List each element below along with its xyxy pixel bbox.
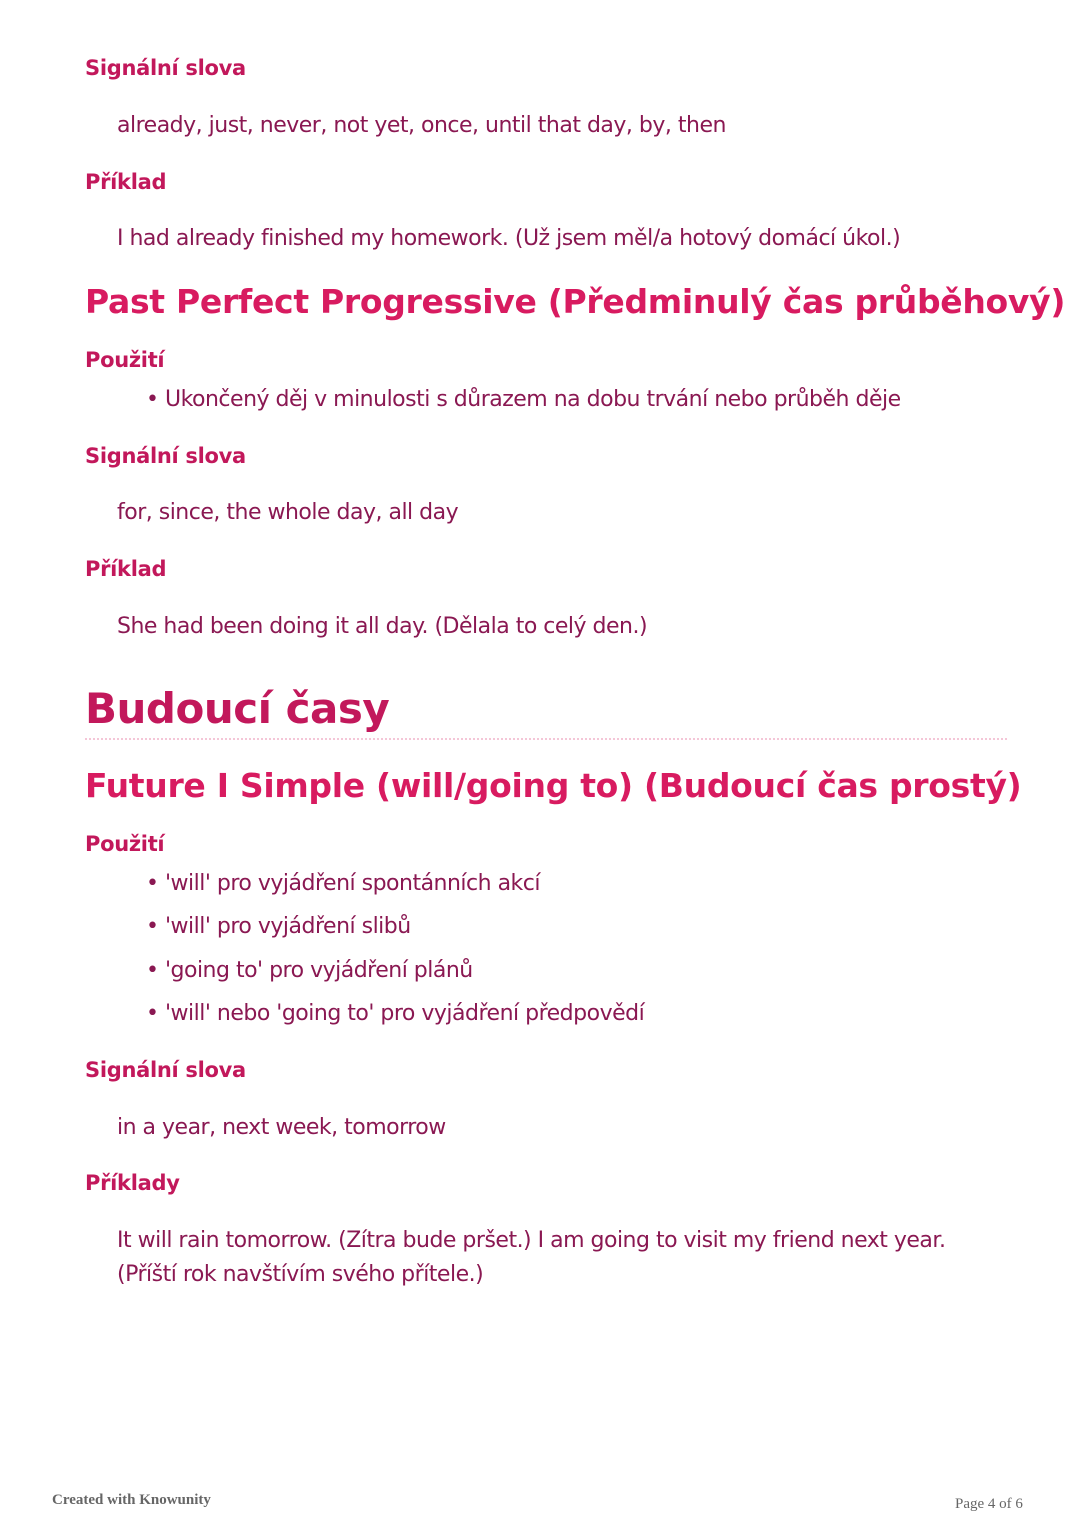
section-title-past-perfect-progressive: Past Perfect Progressive (Předminulý čas průběhový) [85, 282, 1066, 321]
usage-label: Použití [85, 832, 165, 856]
signal-words-text: in a year, next week, tomorrow [117, 1115, 446, 1140]
usage-item: • 'will' pro vyjádření slibů [146, 914, 411, 939]
footer-page-number: Page 4 of 6 [955, 1496, 1023, 1512]
signal-words-text: already, just, never, not yet, once, until that day, by, then [117, 113, 726, 138]
usage-item: • 'going to' pro vyjádření plánů [146, 958, 473, 983]
signal-words-label: Signální slova [85, 1058, 246, 1082]
example-label: Příklad [85, 557, 167, 581]
usage-item: • 'will' pro vyjádření spontánních akcí [146, 871, 541, 896]
usage-item: • 'will' nebo 'going to' pro vyjádření předpovědí [146, 1001, 645, 1026]
usage-item: • Ukončený děj v minulosti s důrazem na dobu trvání nebo průběh děje [146, 387, 901, 412]
signal-words-text: for, since, the whole day, all day [117, 500, 459, 525]
usage-label: Použití [85, 348, 165, 372]
section-title-future-simple: Future I Simple (will/going to) (Budoucí čas prostý) [85, 766, 1022, 805]
chapter-divider [85, 738, 1007, 740]
examples-text: It will rain tomorrow. (Zítra bude pršet.) I am going to visit my friend next year. (Příští rok navštívím svého přítele.) [117, 1228, 946, 1287]
examples-label: Příklady [85, 1171, 180, 1195]
example-text: She had been doing it all day. (Dělala to celý den.) [117, 614, 648, 639]
chapter-title: Budoucí časy [85, 684, 390, 733]
signal-words-label: Signální slova [85, 56, 246, 80]
example-label: Příklad [85, 170, 167, 194]
example-text: I had already finished my homework. (Už jsem měl/a hotový domácí úkol.) [117, 226, 901, 251]
signal-words-label: Signální slova [85, 444, 246, 468]
footer-created-with: Created with Knowunity [52, 1492, 211, 1508]
